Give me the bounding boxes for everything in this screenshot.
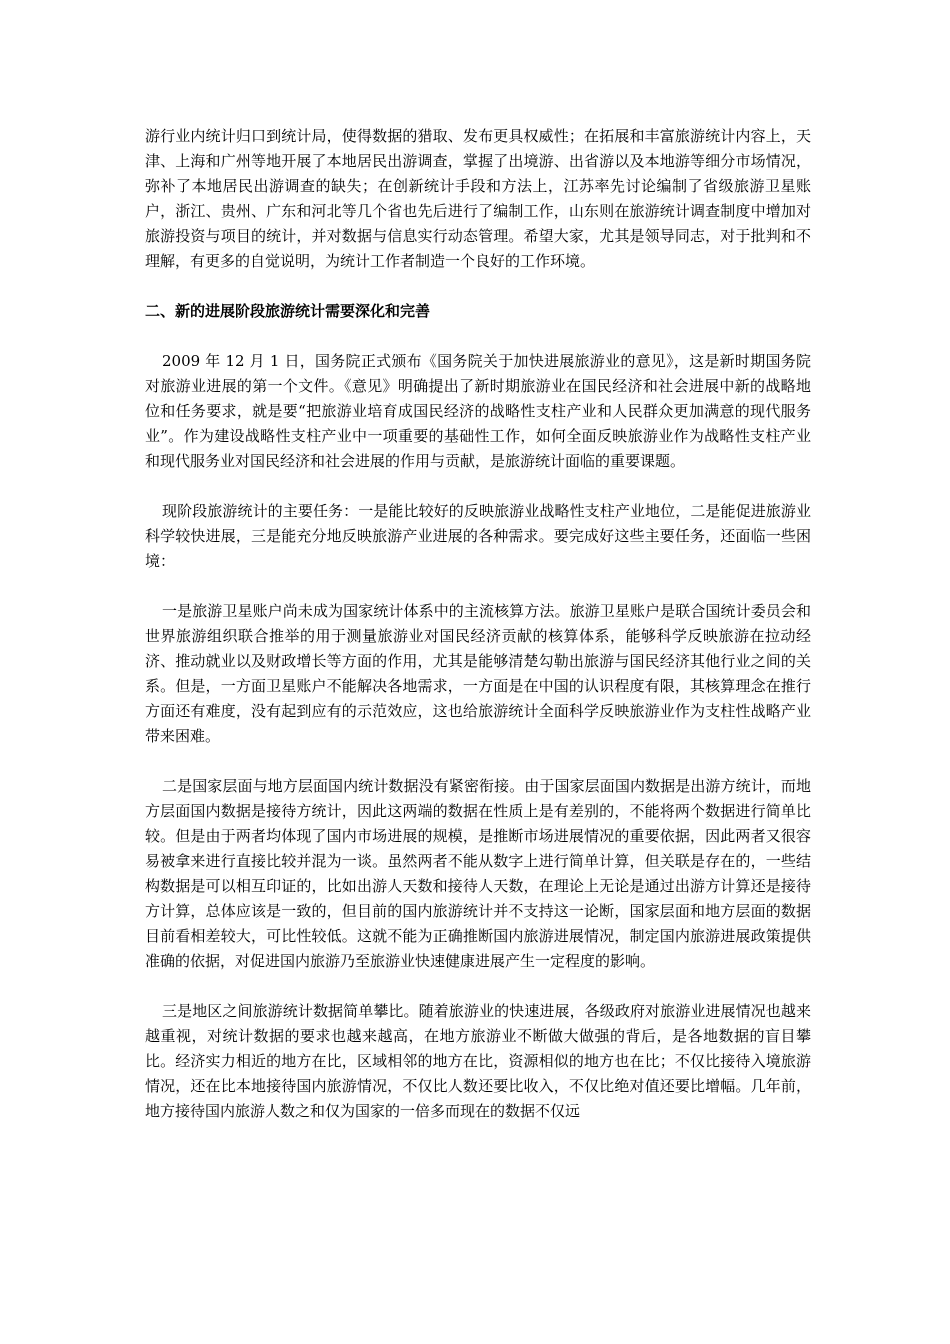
section-heading: 二、新的进展阶段旅游统计需要深化和完善 <box>145 302 431 320</box>
body-paragraph-4: 二是国家层面与地方层面国内统计数据没有紧密衔接。由于国家层面国内数据是出游方统计，而地方层面国内数据是接待方统计，因此这两端的数据在性质上是有差别的，不能将两个数据进行简单比较。但是由于两者均体现了国内市场进展的规模，是推断市场进展情况的重要依据，因此两者又很容易被拿来进行直接比较并混为一谈。虽然两者不能从数字上进行简单计算，但关联是存在的，一些结构数据是可以相互印证的，比如出游人天数和接待人天数，在理论上无论是通过出游方计算还是接待方计算，总体应该是一致的，但目前的国内旅游统计并不支持这一论断，国家层面和地方层面的数据目前看相差较大，可比性较低。这就不能为正确推断国内旅游进展情况，制定国内旅游进展政策提供准确的依据，对促进国内旅游乃至旅游业快速健康进展产生一定程度的影响。 <box>145 777 811 970</box>
body-paragraph-3: 一是旅游卫星账户尚未成为国家统计体系中的主流核算方法。旅游卫星账户是联合国统计委员会和世界旅游组织联合推举的用于测量旅游业对国民经济贡献的核算体系，能够科学反映旅游在拉动经济、推动就业以及财政增长等方面的作用，尤其是能够清楚勾勒出旅游与国民经济其他行业之间的关系。但是，一方面卫星账户不能解决各地需求，一方面是在中国的认识程度有限，其核算理念在推行方面还有难度，没有起到应有的示范效应，这也给旅游统计全面科学反映旅游业作为支柱性战略产业带来困难。 <box>145 602 811 745</box>
body-paragraph-5: 三是地区之间旅游统计数据简单攀比。随着旅游业的快速进展，各级政府对旅游业进展情况也越来越重视，对统计数据的要求也越来越高，在地方旅游业不断做大做强的背后，是各地数据的盲目攀比。经济实力相近的地方在比，区域相邻的地方在比，资源相似的地方也在比；不仅比接待入境旅游情况，还在比本地接待国内旅游情况，不仅比人数还要比收入，不仅比绝对值还要比增幅。几年前，地方接待国内旅游人数之和仅为国家的一倍多而现在的数据不仅远 <box>145 1002 811 1120</box>
document-page <box>145 124 811 1124</box>
body-paragraph-1: 2009 年 12 月 1 日，国务院正式颁布《国务院关于加快进展旅游业的意见》，这是新时期国务院对旅游业进展的第一个文件。《意见》明确提出了新时期旅游业在国民经济和社会进展中新的战略地位和任务要求，就是要“把旅游业培育成国民经济的战略性支柱产业和人民群众更加满意的现代服务业”。作为建设战略性支柱产业中一项重要的基础性工作，如何全面反映旅游业作为战略性支柱产业和现代服务业对国民经济和社会进展的作用与贡献，是旅游统计面临的重要课题。 <box>145 352 811 470</box>
body-paragraph-2: 现阶段旅游统计的主要任务：一是能比较好的反映旅游业战略性支柱产业地位，二是能促进旅游业科学较快进展，三是能充分地反映旅游产业进展的各种需求。要完成好这些主要任务，还面临一些困境： <box>145 502 811 570</box>
intro-paragraph: 游行业内统计归口到统计局，使得数据的猎取、发布更具权威性；在拓展和丰富旅游统计内容上，天津、上海和广州等地开展了本地居民出游调查，掌握了出境游、出省游以及本地游等细分市场情况，弥补了本地居民出游调查的缺失；在创新统计手段和方法上，江苏率先讨论编制了省级旅游卫星账户，浙江、贵州、广东和河北等几个省也先后进行了编制工作，山东则在旅游统计调查制度中增加对旅游投资与项目的统计，并对数据与信息实行动态管理。希望大家，尤其是领导同志，对于批判和不理解，有更多的自觉说明，为统计工作者制造一个良好的工作环境。 <box>145 127 811 270</box>
